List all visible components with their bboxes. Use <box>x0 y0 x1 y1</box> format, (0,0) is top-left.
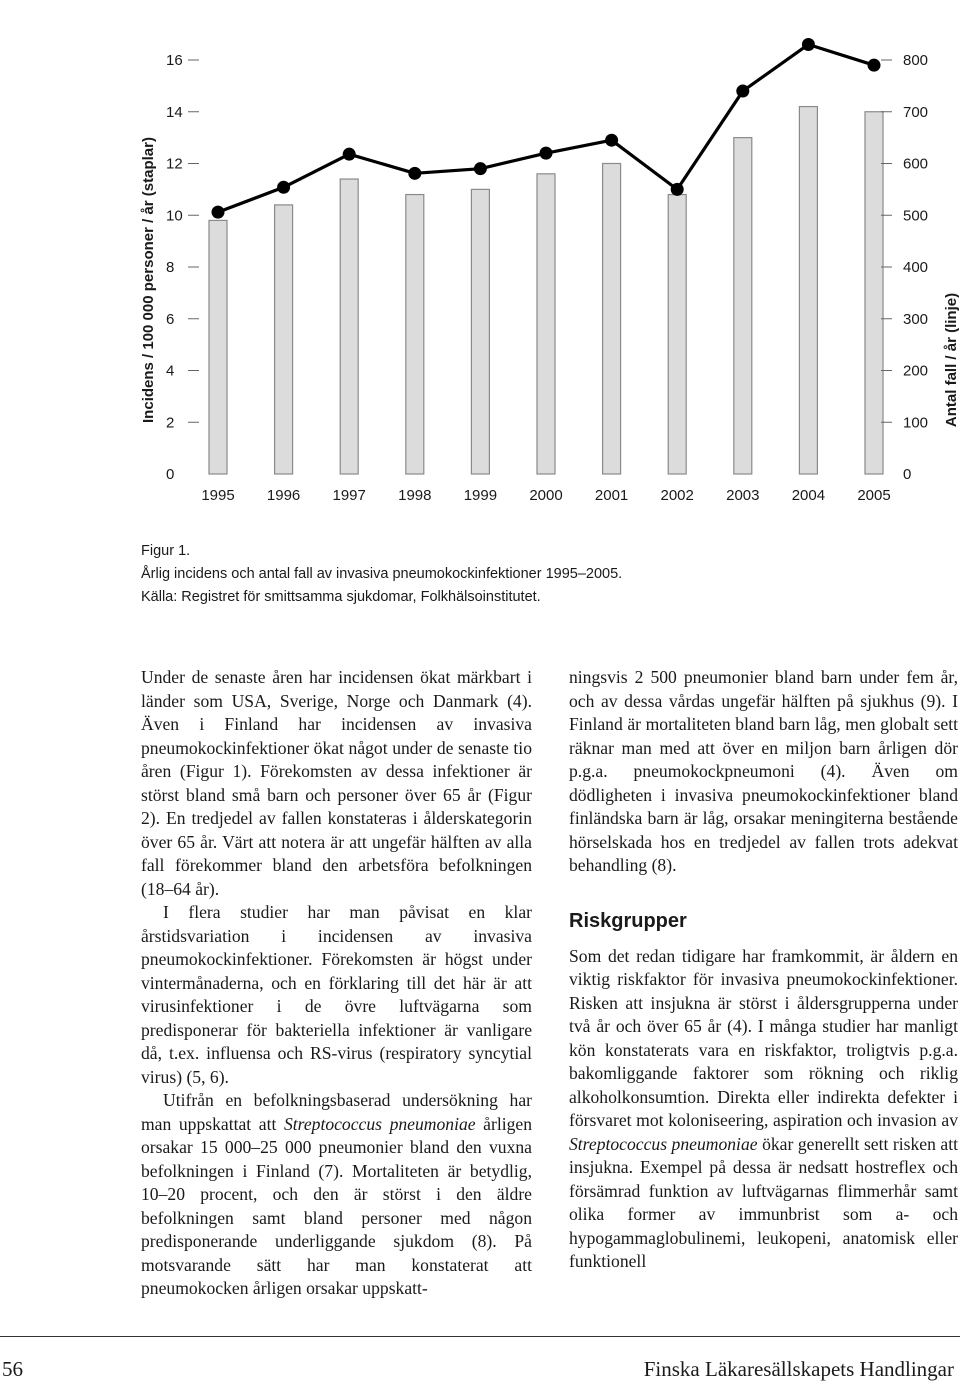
left-tick-label: 12 <box>166 155 183 173</box>
bar <box>537 174 555 474</box>
right-tick-label: 300 <box>903 310 929 328</box>
x-tick-label: 1996 <box>266 487 301 504</box>
page-number: 56 <box>2 1357 23 1381</box>
species-name: Streptococcus pneumoniae <box>283 1113 476 1134</box>
x-tick-label: 2002 <box>660 487 694 504</box>
bars <box>209 107 883 474</box>
x-tick-label: 2000 <box>529 487 563 504</box>
line-point <box>671 183 684 196</box>
text-run: ökar generellt sett risken att insjukna. Exempel på dessa är nedsatt hostreflex och försämrad funktion av luftvägarnas flimmerhår samt olika former av immunbrist som a- och hypogammaglobulinemi, leukopeni, anatomisk eller funktionell <box>569 1133 958 1271</box>
bar <box>603 164 621 475</box>
right-tick-label: 100 <box>903 414 929 432</box>
line-point <box>540 147 553 160</box>
left-tick-label: 14 <box>166 103 183 121</box>
left-column <box>141 666 532 1301</box>
left-tick-label: 2 <box>166 414 175 432</box>
paragraph: I flera studier har man påvisat en klar årstidsvariation i incidensen av invasiva pneumokockinfektioner. Förekomsten är högst under vintermånaderna, och en förklaring till det här är att virusinfektioner i de övre luftvägarna som predisponerar för bakteriella infektioner är vanligare då, t.ex. influensa och RS-virus (respiratory syncytial virus) (5, 6). <box>141 902 532 1087</box>
bar <box>471 189 489 474</box>
right-axis-label: Antal fall / år (linje) <box>943 292 960 428</box>
line-point <box>277 181 290 194</box>
left-axis <box>166 52 199 483</box>
footer-divider <box>0 1336 960 1337</box>
right-tick-label: 600 <box>903 155 929 173</box>
line-point <box>736 85 749 98</box>
left-tick-label: 0 <box>166 466 175 483</box>
text-run: Som det redan tidigare har framkommit, är åldern en viktig riskfaktor för invasiva pneumokockinfektioner. Risken att insjukna är störst i åldersgrupperna under två år och över 65 år (4). I många studier har manligt kön konstaterats vara en riskfaktor, troligtvis p.g.a. bakomliggande faktorer som rökning och riklig alkoholkonsumtion. Direkta eller indirekta defekter i försvaret mot koloniseering, aspiration och invasion av <box>569 945 958 1130</box>
right-tick-label: 0 <box>903 466 912 483</box>
right-tick-label: 700 <box>903 103 929 121</box>
paragraph <box>569 945 958 1274</box>
left-tick-label: 8 <box>166 259 175 276</box>
line-point <box>408 167 421 180</box>
right-tick-label: 800 <box>903 52 929 69</box>
bar <box>865 112 883 474</box>
line-point <box>343 148 356 161</box>
right-axis <box>881 52 928 483</box>
right-tick-label: 400 <box>903 259 929 276</box>
caption-title: Årlig incidens och antal fall av invasiva pneumokockinfektioner 1995–2005. <box>141 566 623 582</box>
x-tick-label: 1997 <box>332 487 366 504</box>
x-tick-label: 1998 <box>398 487 432 504</box>
right-tick-label: 200 <box>903 362 929 380</box>
caption-label: Figur 1. <box>141 543 191 559</box>
section-heading: Riskgrupper <box>569 909 687 932</box>
line-point <box>868 59 881 72</box>
line-point <box>474 162 487 175</box>
caption-source: Källa: Registret för smittsamma sjukdomar, Folkhälsoinstitutet. <box>141 589 541 605</box>
paragraph: Under de senaste åren har incidensen ökat märkbart i länder som USA, Sverige, Norge och Danmark (4). Även i Finland har incidensen av invasiva pneumokockinfektioner ökat något under de senaste tio åren (Figur 1). Förekomsten av dessa infektioner är störst bland små barn och personer över 65 år (Figur 2). En tredjedel av fallen konstateras i ålderskategorin över 65 år. Värt att notera är att ungefär hälften av alla fall förekommer bland den arbetsföra befolkningen (18–64 år). <box>141 667 532 899</box>
line-point <box>212 206 225 219</box>
figure-caption <box>141 540 921 609</box>
journal-name: Finska Läkaresällskapets Handlingar <box>643 1357 954 1381</box>
bar <box>275 205 293 474</box>
left-tick-label: 4 <box>166 362 175 380</box>
x-tick-label: 2005 <box>857 487 891 504</box>
line-point <box>802 38 815 51</box>
x-tick-label: 2001 <box>594 487 629 504</box>
x-tick-label: 2003 <box>726 487 760 504</box>
paragraph: ningsvis 2 500 pneumonier bland barn under fem år, och av dessa vårdas ungefär hälften på sjukhus (9). I Finland är mortaliteten bland barn låg, men globalt sett räknar man med att över en miljon barn årligen dör p.g.a. pneumokockpneumoni (4). Även om dödligheten i invasiva pneumokockinfektioner bland finländska barn är låg, orsakar meningiterna bestående hörselskada hos en tredjedel av fallen trots adekvat behandling (8). <box>569 667 958 875</box>
x-axis <box>201 487 890 504</box>
text-run: Utifrån en befolkningsbaserad undersökning har man uppskattat att <box>141 1090 532 1134</box>
right-column <box>569 666 958 1274</box>
text-run: årligen orsakar 15 000–25 000 pneumonier bland den vuxna befolkningen i Finland (7). Mortaliteten är betydlig, 10–20 procent, och den är störst i den äldre befolkningen samt bland personer med någon predisponerande underliggande sjukdom (8). På motsvarande sätt har man konstaterat att pneumokocken årligen orsakar uppskatt- <box>141 1113 533 1298</box>
x-tick-label: 2004 <box>791 487 826 504</box>
bar <box>406 195 424 474</box>
x-tick-label: 1995 <box>201 487 235 504</box>
paragraph <box>141 1089 532 1301</box>
left-tick-label: 6 <box>166 310 175 328</box>
right-tick-label: 500 <box>903 207 929 225</box>
bar <box>734 138 752 474</box>
species-name: Streptococcus pneumoniae <box>569 1133 758 1154</box>
left-tick-label: 10 <box>166 207 183 225</box>
bar <box>209 220 227 474</box>
bar <box>340 179 358 474</box>
chart <box>0 0 960 520</box>
left-tick-label: 16 <box>166 52 183 69</box>
left-axis-label: Incidens / 100 000 personer / år (staplar) <box>140 137 157 423</box>
bar <box>799 107 817 474</box>
x-tick-label: 1999 <box>463 487 498 504</box>
bar <box>668 195 686 474</box>
line-point <box>605 134 618 147</box>
